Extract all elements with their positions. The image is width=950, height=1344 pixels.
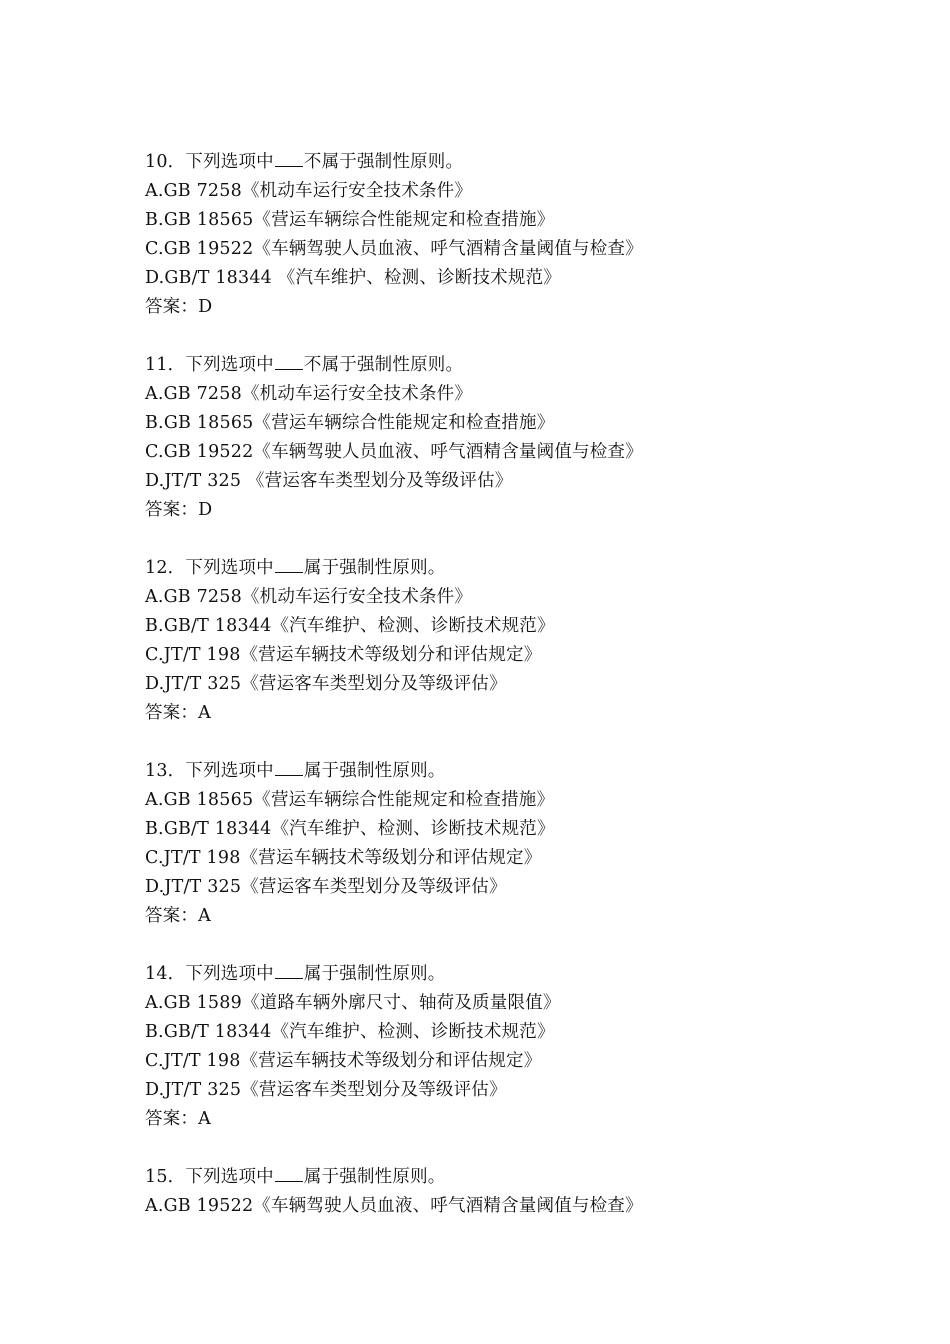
question-15	[145, 1163, 925, 1221]
option-text: D.JT/T 325《营运客车类型划分及等级评估》	[145, 877, 507, 897]
option-text: A.GB 18565《营运车辆综合性能规定和检查措施》	[145, 790, 555, 810]
question-stem	[145, 757, 925, 786]
option-b	[145, 409, 925, 438]
question-stem	[145, 1163, 925, 1192]
option-text: D.JT/T 325《营运客车类型划分及等级评估》	[145, 674, 507, 694]
question-10	[145, 148, 925, 322]
question-stem	[145, 554, 925, 583]
option-text: A.GB 19522《车辆驾驶人员血液、呼气酒精含量阈值与检查》	[145, 1196, 643, 1216]
option-d	[145, 670, 925, 699]
answer-line	[145, 1105, 925, 1134]
question-number: 14．	[145, 964, 186, 984]
option-text: A.GB 1589《道路车辆外廓尺寸、轴荷及质量限值》	[145, 993, 561, 1013]
answer-text: 答案：D	[145, 500, 213, 520]
option-a	[145, 1192, 925, 1221]
option-text: C.JT/T 198《营运车辆技术等级划分和评估规定》	[145, 645, 542, 665]
option-b	[145, 815, 925, 844]
stem-text-before: 下列选项中	[185, 558, 274, 578]
option-text: A.GB 7258《机动车运行安全技术条件》	[145, 587, 473, 607]
stem-text-after: 属于强制性原则。	[303, 1167, 446, 1187]
option-text: D.JT/T 325 《营运客车类型划分及等级评估》	[145, 471, 513, 491]
option-a	[145, 177, 925, 206]
answer-text: 答案：D	[145, 297, 213, 317]
answer-line	[145, 902, 925, 931]
answer-blank	[275, 964, 303, 979]
answer-blank	[275, 355, 303, 370]
question-13	[145, 757, 925, 931]
option-b	[145, 206, 925, 235]
option-c	[145, 641, 925, 670]
option-b	[145, 612, 925, 641]
document-page	[145, 148, 925, 1250]
option-d	[145, 264, 925, 293]
stem-text-before: 下列选项中	[185, 355, 274, 375]
option-text: C.JT/T 198《营运车辆技术等级划分和评估规定》	[145, 1051, 542, 1071]
option-c	[145, 235, 925, 264]
option-b	[145, 1018, 925, 1047]
stem-text-after: 属于强制性原则。	[303, 964, 446, 984]
option-a	[145, 380, 925, 409]
answer-line	[145, 293, 925, 322]
question-number: 11．	[145, 355, 186, 375]
answer-line	[145, 496, 925, 525]
option-d	[145, 1076, 925, 1105]
option-text: B.GB/T 18344《汽车维护、检测、诊断技术规范》	[145, 1022, 555, 1042]
stem-text-before: 下列选项中	[185, 761, 274, 781]
option-text: C.JT/T 198《营运车辆技术等级划分和评估规定》	[145, 848, 542, 868]
option-d	[145, 873, 925, 902]
option-c	[145, 438, 925, 467]
option-text: B.GB/T 18344《汽车维护、检测、诊断技术规范》	[145, 819, 555, 839]
option-text: A.GB 7258《机动车运行安全技术条件》	[145, 181, 473, 201]
answer-text: 答案：A	[145, 1109, 211, 1129]
stem-text-before: 下列选项中	[185, 152, 274, 172]
stem-text-after: 属于强制性原则。	[303, 558, 446, 578]
option-c	[145, 844, 925, 873]
question-stem	[145, 960, 925, 989]
stem-text-after: 属于强制性原则。	[303, 761, 446, 781]
answer-line	[145, 699, 925, 728]
option-a	[145, 989, 925, 1018]
option-text: B.GB/T 18344《汽车维护、检测、诊断技术规范》	[145, 616, 555, 636]
answer-blank	[275, 558, 303, 573]
answer-blank	[275, 761, 303, 776]
option-text: C.GB 19522《车辆驾驶人员血液、呼气酒精含量阈值与检查》	[145, 442, 643, 462]
stem-text-after: 不属于强制性原则。	[303, 355, 464, 375]
question-12	[145, 554, 925, 728]
stem-text-before: 下列选项中	[185, 964, 274, 984]
answer-blank	[275, 152, 303, 167]
question-stem	[145, 148, 925, 177]
answer-blank	[275, 1167, 303, 1182]
question-11	[145, 351, 925, 525]
option-text: C.GB 19522《车辆驾驶人员血液、呼气酒精含量阈值与检查》	[145, 239, 643, 259]
option-a	[145, 786, 925, 815]
answer-text: 答案：A	[145, 703, 211, 723]
question-number: 12．	[145, 558, 186, 578]
question-number: 10．	[145, 152, 186, 172]
question-14	[145, 960, 925, 1134]
option-text: D.GB/T 18344 《汽车维护、检测、诊断技术规范》	[145, 268, 561, 288]
option-text: B.GB 18565《营运车辆综合性能规定和检查措施》	[145, 413, 555, 433]
stem-text-after: 不属于强制性原则。	[303, 152, 464, 172]
option-c	[145, 1047, 925, 1076]
answer-text: 答案：A	[145, 906, 211, 926]
question-number: 15．	[145, 1167, 186, 1187]
option-a	[145, 583, 925, 612]
option-text: A.GB 7258《机动车运行安全技术条件》	[145, 384, 473, 404]
question-number: 13．	[145, 761, 186, 781]
option-text: B.GB 18565《营运车辆综合性能规定和检查措施》	[145, 210, 555, 230]
stem-text-before: 下列选项中	[185, 1167, 274, 1187]
option-text: D.JT/T 325《营运客车类型划分及等级评估》	[145, 1080, 507, 1100]
question-stem	[145, 351, 925, 380]
option-d	[145, 467, 925, 496]
